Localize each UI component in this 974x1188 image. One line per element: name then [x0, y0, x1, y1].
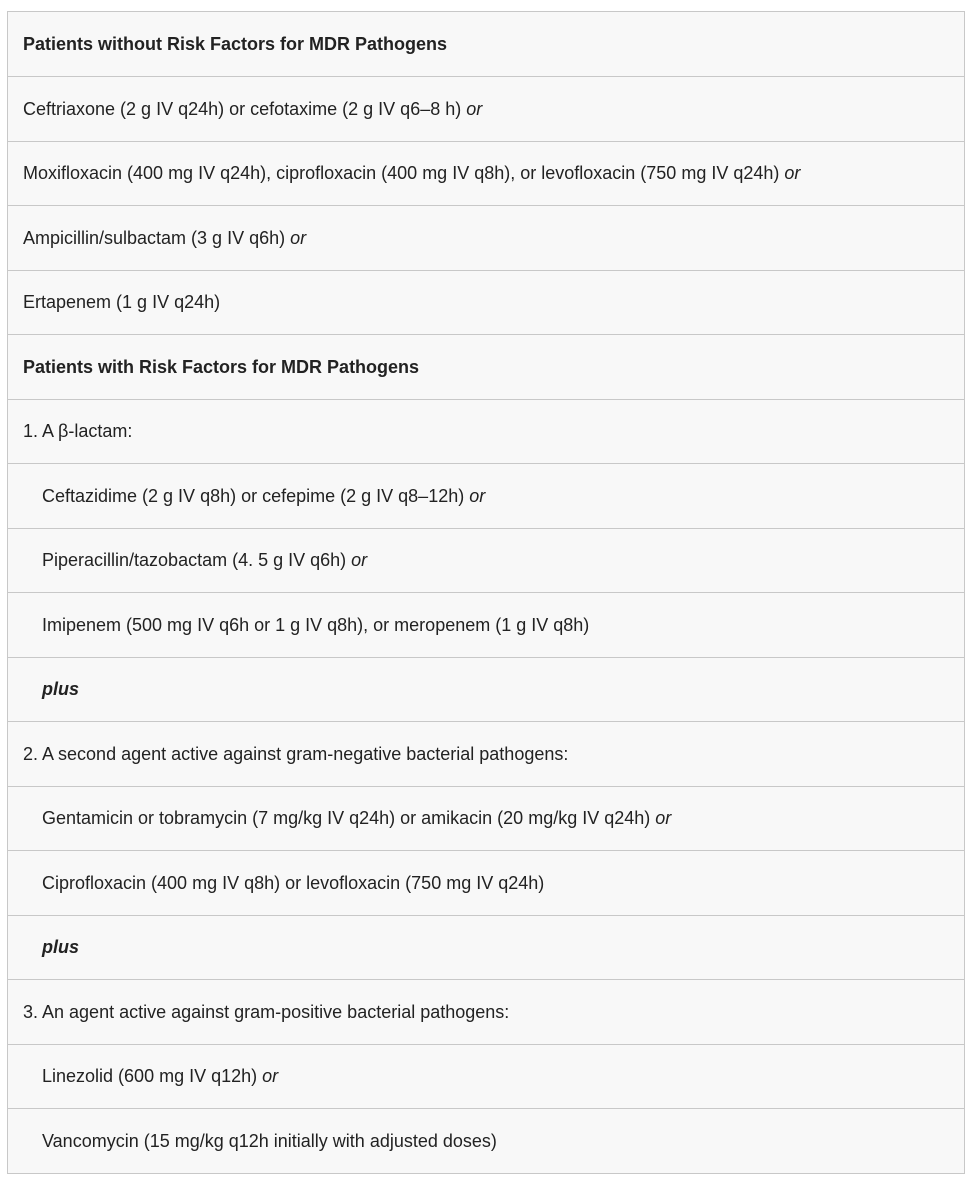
table-cell	[8, 980, 964, 1045]
row-text: Ertapenem (1 g IV q24h)	[23, 292, 221, 313]
table-cell	[8, 528, 964, 593]
section-heading-row	[8, 12, 964, 77]
table-row	[8, 593, 964, 658]
row-text: Ciprofloxacin (400 mg IV q8h) or levofloxacin (750 mg IV q24h)	[42, 872, 545, 893]
row-text: Piperacillin/tazobactam (4. 5 g IV q6h)	[42, 550, 347, 571]
antibiotic-regimen-table	[8, 12, 964, 1173]
table-row	[8, 1044, 964, 1109]
or-conjunction: or	[784, 163, 801, 184]
table-cell	[8, 915, 964, 980]
row-text: Ceftazidime (2 g IV q8h) or cefepime (2 g IV q8–12h)	[42, 485, 465, 506]
table-row	[8, 722, 964, 787]
table-row	[8, 1109, 964, 1174]
row-text: Gentamicin or tobramycin (7 mg/kg IV q24h) or amikacin (20 mg/kg IV q24h)	[42, 808, 651, 829]
table-cell	[8, 464, 964, 529]
table-cell	[8, 270, 964, 335]
table-cell	[8, 786, 964, 851]
row-text: Ampicillin/sulbactam (3 g IV q6h)	[23, 227, 286, 248]
row-text: Vancomycin (15 mg/kg q12h initially with adjusted doses)	[42, 1131, 497, 1151]
table-row	[8, 915, 964, 980]
row-text: Moxifloxacin (400 mg IV q24h), ciprofloxacin (400 mg IV q8h), or levofloxacin (750 mg IV q24h)	[23, 163, 780, 184]
table-row	[8, 77, 964, 142]
or-conjunction: or	[466, 98, 483, 119]
or-conjunction: or	[655, 808, 672, 829]
table-cell	[8, 12, 964, 77]
plus-connector: plus	[42, 679, 80, 700]
table-cell	[8, 335, 964, 400]
table-row	[8, 270, 964, 335]
row-text: 2. A second agent active against gram-negative bacterial pathogens:	[23, 743, 569, 764]
row-text: 3. An agent active against gram-positive bacterial pathogens:	[23, 1001, 510, 1022]
table-cell	[8, 77, 964, 142]
table-cell	[8, 141, 964, 206]
row-text: Imipenem (500 mg IV q6h or 1 g IV q8h), or meropenem (1 g IV q8h)	[42, 614, 590, 635]
or-conjunction: or	[351, 550, 368, 571]
table-row	[8, 657, 964, 722]
or-conjunction: or	[262, 1066, 279, 1087]
plus-connector: plus	[42, 937, 80, 958]
table-row	[8, 786, 964, 851]
table-row	[8, 141, 964, 206]
regimen-table-container	[7, 11, 965, 1174]
table-row	[8, 851, 964, 916]
table-row	[8, 399, 964, 464]
table-cell	[8, 851, 964, 916]
table-row	[8, 464, 964, 529]
or-conjunction: or	[469, 485, 486, 506]
row-text: Patients with Risk Factors for MDR Pathogens	[23, 356, 420, 377]
table-cell	[8, 657, 964, 722]
table-row	[8, 528, 964, 593]
row-text: Ceftriaxone (2 g IV q24h) or cefotaxime (2 g IV q6–8 h)	[23, 98, 462, 119]
table-body	[8, 12, 964, 1173]
table-row	[8, 980, 964, 1045]
table-cell	[8, 206, 964, 271]
table-cell	[8, 1109, 964, 1174]
table-cell	[8, 722, 964, 787]
table-cell	[8, 593, 964, 658]
table-cell	[8, 399, 964, 464]
table-row	[8, 206, 964, 271]
row-text: Linezolid (600 mg IV q12h)	[42, 1066, 258, 1087]
section-heading-row	[8, 335, 964, 400]
table-cell	[8, 1044, 964, 1109]
row-text: 1. A β-lactam:	[23, 421, 133, 442]
or-conjunction: or	[290, 227, 307, 248]
row-text: Patients without Risk Factors for MDR Pathogens	[23, 34, 448, 54]
